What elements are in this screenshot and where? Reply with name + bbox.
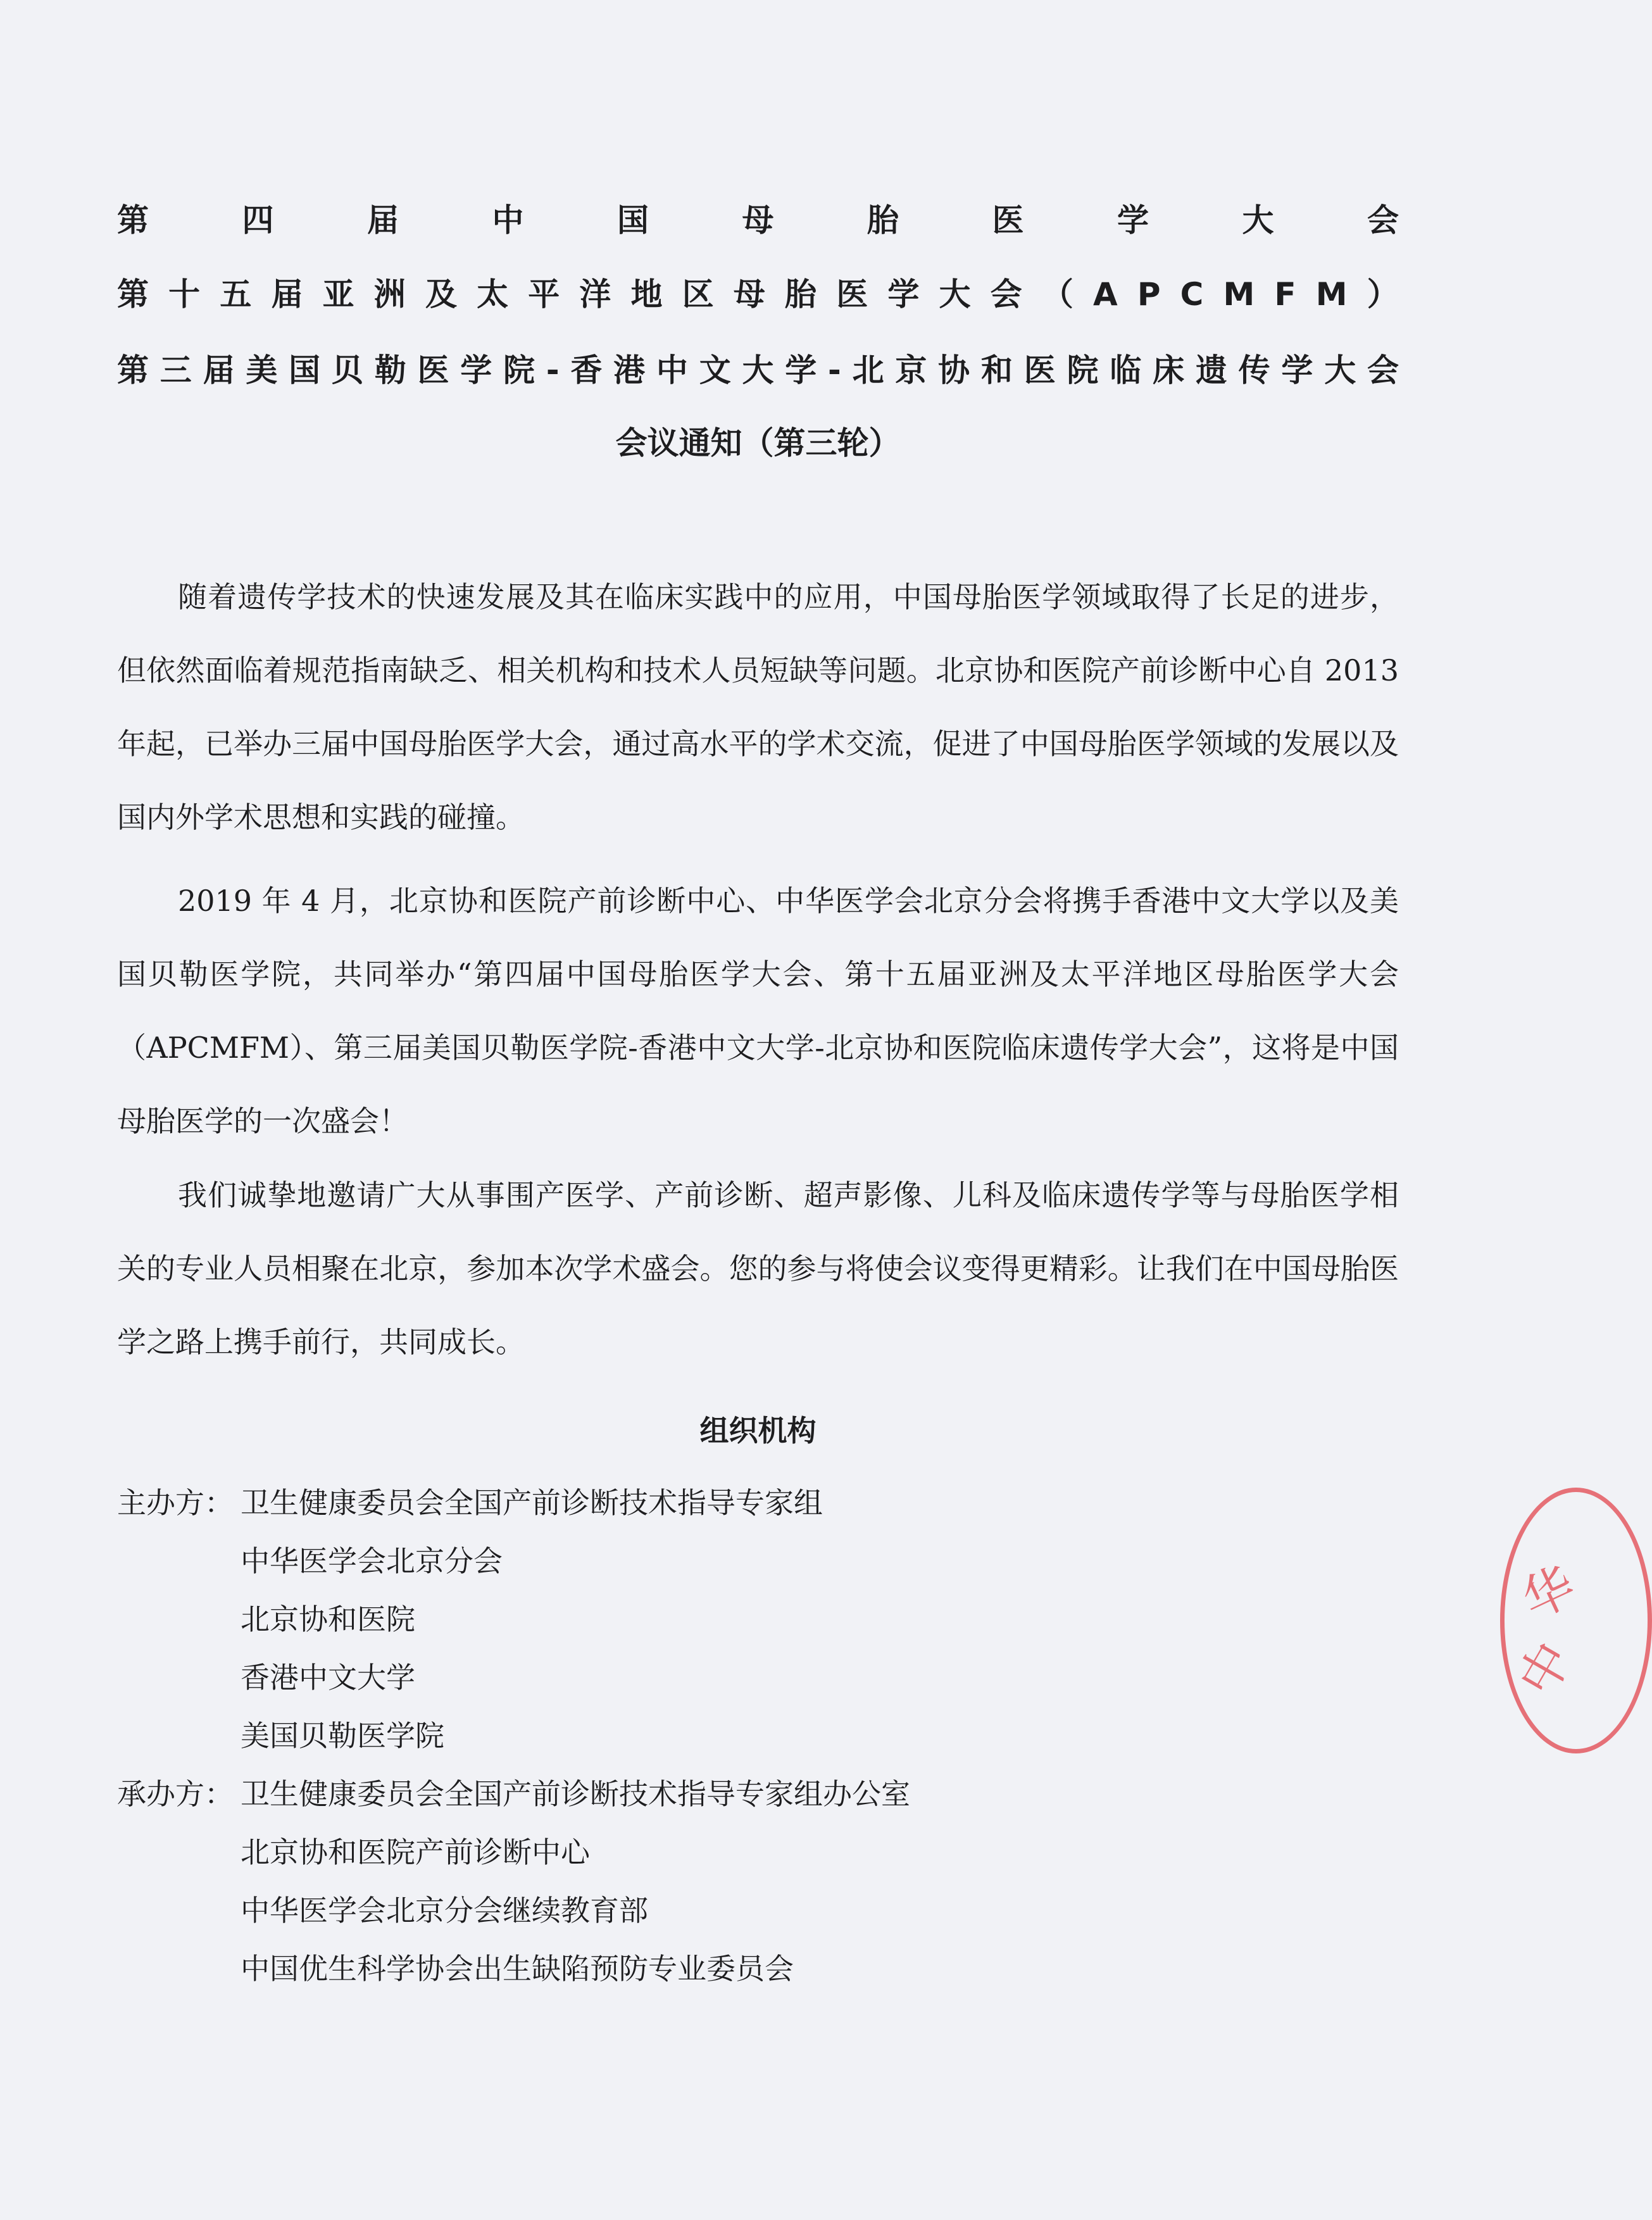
- official-seal: [1500, 1488, 1652, 1753]
- title-char: A: [1092, 276, 1118, 313]
- title-char: 医: [836, 276, 868, 313]
- hosts-list: [241, 1474, 823, 1765]
- title-line-1: [117, 198, 1399, 242]
- organization-item: 北京协和医院: [241, 1602, 415, 1636]
- title-char: 及: [425, 276, 457, 313]
- title-line-2: [117, 272, 1399, 317]
- title-char: 大: [939, 276, 971, 313]
- title-char: （: [1041, 276, 1073, 313]
- title-char: 胎: [785, 276, 817, 313]
- organization-item: 卫生健康委员会全国产前诊断技术指导专家组: [241, 1486, 823, 1520]
- organization-item: 美国贝勒医学院: [241, 1719, 444, 1753]
- title-char: 四: [242, 202, 274, 239]
- organization-item: 北京协和医院产前诊断中心: [241, 1835, 590, 1869]
- seal-char: 华: [1513, 1555, 1584, 1631]
- title-char: 北: [852, 352, 884, 389]
- title-char: F: [1274, 276, 1296, 313]
- title-char: 届: [367, 202, 399, 239]
- title-char: 医: [417, 352, 449, 389]
- title-char: 第: [117, 276, 149, 313]
- title-char: 学: [460, 352, 492, 389]
- title-char: 届: [271, 276, 303, 313]
- title-char: 区: [682, 276, 714, 313]
- title-char: 届: [203, 352, 235, 389]
- title-char: 学: [1117, 202, 1149, 239]
- title-char: 学: [785, 352, 817, 389]
- title-char: 会: [1367, 202, 1399, 239]
- organization-item: 卫生健康委员会全国产前诊断技术指导专家组办公室: [241, 1777, 910, 1811]
- organization-item: 香港中文大学: [241, 1660, 415, 1695]
- title-char: 大: [1242, 202, 1274, 239]
- title-char: 第: [117, 202, 149, 239]
- title-char: 协: [938, 352, 970, 389]
- title-char: 胎: [867, 202, 899, 239]
- title-char: 京: [895, 352, 927, 389]
- hosts-label: 主办方：: [117, 1486, 234, 1520]
- organizers-label: 承办方：: [117, 1777, 234, 1811]
- title-char: ）: [1367, 276, 1399, 313]
- title-char: 学: [887, 276, 920, 313]
- title-char: 太: [477, 276, 509, 313]
- seal-char: 中: [1507, 1632, 1584, 1706]
- title-char: 洋: [579, 276, 611, 313]
- title-char: -: [828, 352, 841, 389]
- title-char: 大: [1324, 352, 1356, 389]
- title-char: 母: [733, 276, 765, 313]
- title-char: 十: [168, 276, 201, 313]
- title-char: C: [1180, 276, 1204, 313]
- intro-paragraph: 随着遗传学技术的快速发展及其在临床实践中的应用，中国母胎医学领域取得了长足的进步，但依然面临着规范指南缺乏、相关机构和技术人员短缺等问题。北京协和医院产前诊断中心自 2013 年起，已举办三届中国母胎医学大会，通过高水平的学术交流，促进了中国母胎医学领域的发展以及国内外学术思想和实践的碰撞。: [117, 580, 1399, 834]
- title-char: 第: [117, 352, 149, 389]
- title-char: 临: [1110, 352, 1142, 389]
- title-char: 勒: [374, 352, 406, 389]
- title-char: 医: [1023, 352, 1056, 389]
- title-char: -: [546, 352, 560, 389]
- title-char: 医: [992, 202, 1024, 239]
- title-char: 院: [503, 352, 535, 389]
- title-char: 文: [699, 352, 731, 389]
- title-char: 国: [289, 352, 321, 389]
- organization-item: 中华医学会北京分会: [241, 1544, 503, 1578]
- organization-heading: 组织机构: [699, 1414, 817, 1448]
- title-char: 床: [1153, 352, 1185, 389]
- title-char: 中: [492, 202, 524, 239]
- notice-round-title: 会议通知（第三轮）: [615, 425, 901, 461]
- title-char: 和: [980, 352, 1013, 389]
- title-char: 洲: [373, 276, 406, 313]
- title-char: 平: [528, 276, 560, 313]
- title-char: 中: [656, 352, 688, 389]
- title-char: 母: [742, 202, 774, 239]
- title-char: 会: [990, 276, 1022, 313]
- title-char: 贝: [331, 352, 363, 389]
- title-char: 美: [246, 352, 278, 389]
- title-char: P: [1137, 276, 1161, 313]
- title-char: 院: [1067, 352, 1099, 389]
- title-char: 遗: [1195, 352, 1227, 389]
- title-char: 会: [1367, 352, 1399, 389]
- title-line-3: [117, 348, 1399, 392]
- title-char: 传: [1238, 352, 1270, 389]
- title-char: 亚: [322, 276, 354, 313]
- organization-item: 中华医学会北京分会继续教育部: [241, 1893, 648, 1928]
- title-char: 学: [1281, 352, 1313, 389]
- title-char: 三: [160, 352, 192, 389]
- organizers-list: [241, 1765, 910, 1998]
- organization-item: 中国优生科学协会出生缺陷预防专业委员会: [241, 1952, 794, 1986]
- title-char: M: [1315, 276, 1348, 313]
- title-char: 国: [617, 202, 649, 239]
- title-char: M: [1223, 276, 1255, 313]
- title-char: 港: [613, 352, 646, 389]
- title-char: 香: [570, 352, 603, 389]
- invitation-paragraph: 我们诚挚地邀请广大从事围产医学、产前诊断、超声影像、儿科及临床遗传学等与母胎医学相关的专业人员相聚在北京，参加本次学术盛会。您的参与将使会议变得更精彩。让我们在中国母胎医学之路上携手前行，共同成长。: [117, 1178, 1399, 1359]
- event-paragraph: 2019 年 4 月，北京协和医院产前诊断中心、中华医学会北京分会将携手香港中文大学以及美国贝勒医学院，共同举办“第四届中国母胎医学大会、第十五届亚洲及太平洋地区母胎医学大会（APCMFM）、第三届美国贝勒医学院-香港中文大学-北京协和医院临床遗传学大会”，这将是中国母胎医学的一次盛会！: [117, 884, 1399, 1138]
- title-char: 五: [220, 276, 252, 313]
- title-char: 大: [742, 352, 774, 389]
- title-char: 地: [630, 276, 663, 313]
